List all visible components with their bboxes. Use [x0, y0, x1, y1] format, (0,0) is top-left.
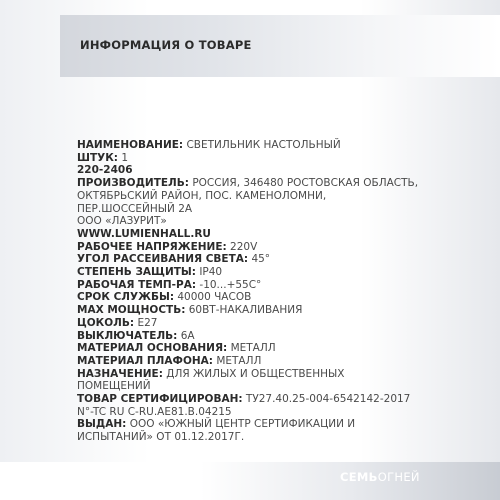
info-row	[77, 164, 487, 177]
info-value: 6А	[177, 329, 195, 342]
info-row	[77, 190, 487, 203]
info-value: МЕТАЛЛ	[212, 354, 262, 367]
info-key: СРОК СЛУЖБЫ:	[77, 291, 175, 304]
brand-logo	[340, 470, 420, 484]
info-row	[77, 418, 487, 431]
info-value: ИСПЫТАНИЙ» ОТ 01.12.2017Г.	[77, 431, 245, 444]
info-row	[77, 253, 487, 266]
info-value: ООО «ЮЖНЫЙ ЦЕНТР СЕРТИФИКАЦИИ И	[126, 418, 356, 431]
info-value: ООО «ЛАЗУРИТ»	[77, 215, 167, 228]
info-row	[77, 215, 487, 228]
info-key: НАЗНАЧЕНИЕ:	[77, 367, 163, 380]
info-value: 45°	[248, 253, 271, 266]
page-title: ИНФОРМАЦИЯ О ТОВАРЕ	[80, 38, 252, 52]
info-row	[77, 330, 487, 343]
info-key: ПРОИЗВОДИТЕЛЬ:	[77, 177, 189, 190]
info-row	[77, 152, 487, 165]
info-row	[77, 139, 487, 152]
info-key: ВЫДАН:	[77, 418, 127, 431]
info-value: 220V	[226, 240, 258, 253]
info-row	[77, 342, 487, 355]
info-key: РАБОЧАЯ ТЕМП-РА:	[77, 278, 197, 291]
info-value: ПОМЕЩЕНИЙ	[77, 380, 151, 393]
info-key: ШТУК:	[77, 151, 119, 164]
info-row	[77, 203, 487, 216]
info-value: ДЛЯ ЖИЛЫХ И ОБЩЕСТВЕННЫХ	[162, 367, 345, 380]
info-key: ТОВАР СЕРТИФИЦИРОВАН:	[77, 393, 243, 406]
footer-band	[0, 462, 500, 500]
info-row	[77, 355, 487, 368]
product-info	[77, 139, 487, 444]
info-value: ОКТЯБРЬСКИЙ РАЙОН, ПОС. КАМЕНОЛОМНИ,	[77, 189, 327, 202]
info-value: РОССИЯ, 346480 РОСТОВСКАЯ ОБЛАСТЬ,	[188, 177, 419, 190]
info-key: ЦОКОЛЬ:	[77, 316, 135, 329]
info-key: ВЫКЛЮЧАТЕЛЬ:	[77, 329, 178, 342]
info-value: СВЕТИЛЬНИК НАСТОЛЬНЫЙ	[183, 139, 341, 151]
info-row	[77, 380, 487, 393]
info-value: IP40	[195, 266, 223, 279]
info-value: -10...+55С°	[196, 278, 262, 291]
info-key: НАИМЕНОВАНИЕ:	[77, 139, 184, 151]
info-row	[77, 228, 487, 241]
info-value: E27	[134, 316, 158, 329]
info-key: РАБОЧЕЕ НАПРЯЖЕНИЕ:	[77, 240, 227, 253]
info-value: МЕТАЛЛ	[227, 342, 276, 355]
info-key: МАХ МОЩНОСТЬ:	[77, 304, 186, 317]
info-value: ПЕР.ШОССЕЙНЫЙ 2А	[77, 202, 193, 215]
info-row	[77, 393, 487, 406]
info-row	[77, 406, 487, 419]
info-row	[77, 266, 487, 279]
info-value: ТУ27.40.25-004-6542142-2017	[242, 393, 411, 406]
info-key: УГОЛ РАССЕИВАНИЯ СВЕТА:	[77, 253, 249, 266]
info-key: WWW.LUMIENHALL.RU	[77, 227, 211, 240]
info-value: 1	[118, 151, 129, 164]
info-key: МАТЕРИАЛ ПЛАФОНА:	[77, 354, 213, 367]
info-row	[77, 368, 487, 381]
info-value: 60ВТ-НАКАЛИВАНИЯ	[185, 304, 303, 317]
info-key: МАТЕРИАЛ ОСНОВАНИЯ:	[77, 342, 228, 355]
info-row	[77, 317, 487, 330]
logo-bold-text: СЕМЬ	[340, 470, 378, 484]
info-row	[77, 291, 487, 304]
info-key: СТЕПЕНЬ ЗАЩИТЫ:	[77, 266, 196, 279]
logo-regular-text: ОГНЕЙ	[377, 470, 420, 484]
info-value: 40000 ЧАСОВ	[174, 291, 252, 304]
info-key: 220-2406	[77, 164, 133, 177]
info-row	[77, 304, 487, 317]
info-row	[77, 279, 487, 292]
info-row	[77, 177, 487, 190]
info-value: N°-TC RU C-RU.AE81.B.04215	[77, 405, 232, 418]
info-row	[77, 241, 487, 254]
info-row	[77, 431, 487, 444]
